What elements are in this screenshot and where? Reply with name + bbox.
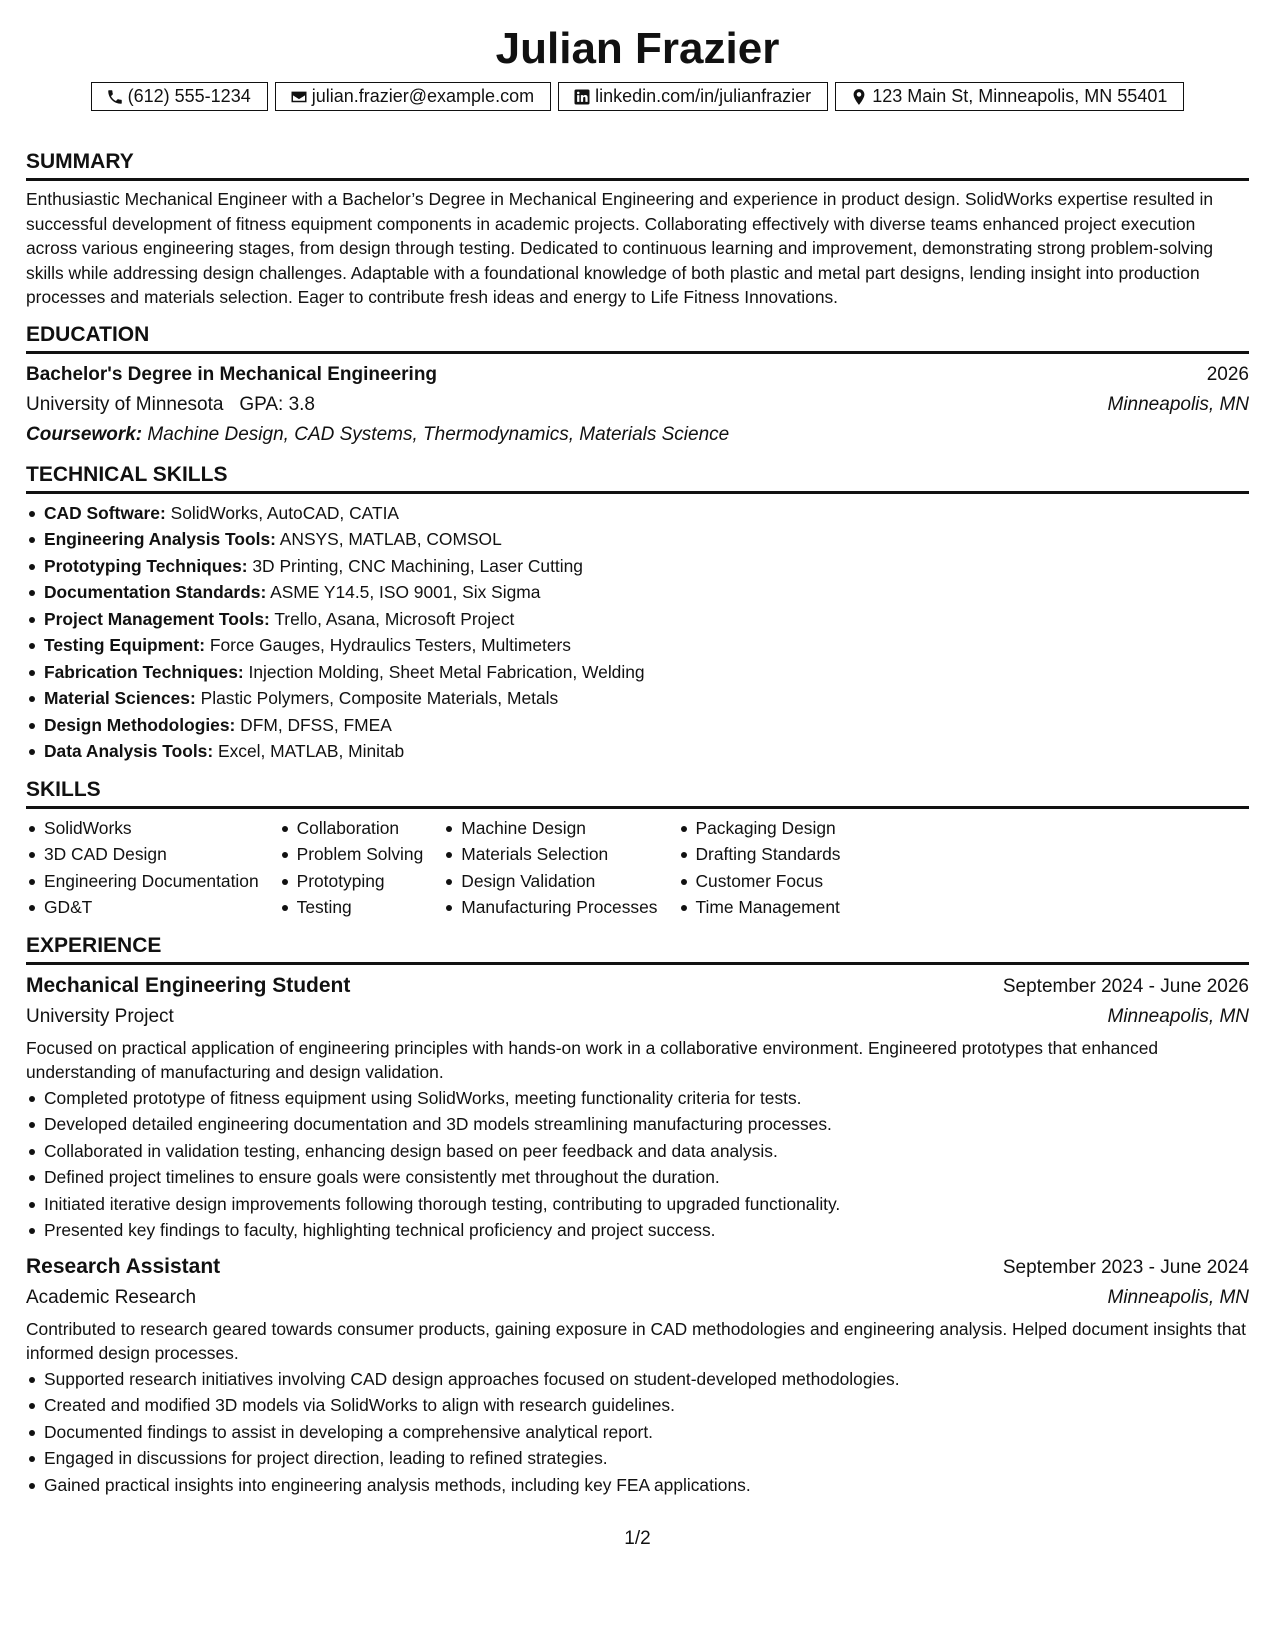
list-item: Initiated iterative design improvements following thorough testing, contributing to upgraded functionality.	[26, 1191, 1249, 1218]
skills-column	[26, 815, 259, 921]
list-item: 3D CAD Design	[26, 841, 259, 868]
contact-phone[interactable]	[91, 82, 268, 111]
list-item: Created and modified 3D models via SolidWorks to align with research guidelines.	[26, 1392, 1249, 1419]
list-item: Collaborated in validation testing, enhancing design based on peer feedback and data analysis.	[26, 1138, 1249, 1165]
section-title-skills: SKILLS	[26, 777, 1249, 809]
summary-section	[26, 149, 1249, 310]
list-item: Defined project timelines to ensure goals were consistently met throughout the duration.	[26, 1164, 1249, 1191]
list-item: Testing	[279, 894, 424, 921]
job-entry	[26, 1252, 1249, 1499]
list-item	[26, 500, 1249, 527]
list-item: Engineering Documentation	[26, 868, 259, 895]
contact-linkedin[interactable]	[558, 82, 828, 111]
technical-skills-list	[26, 500, 1249, 765]
contact-address-text: 123 Main St, Minneapolis, MN 55401	[872, 86, 1168, 106]
technical-skills-section	[26, 462, 1249, 765]
skill-values: SolidWorks, AutoCAD, CATIA	[170, 502, 399, 523]
job-org: University Project	[26, 1005, 174, 1027]
graduation-year: 2026	[1206, 363, 1249, 385]
skill-values: ASME Y14.5, ISO 9001, Six Sigma	[270, 582, 541, 602]
linkedin-icon	[573, 88, 591, 106]
list-item: Developed detailed engineering documentation and 3D models streamlining manufacturing processes.	[26, 1111, 1249, 1138]
list-item	[26, 579, 1249, 606]
contact-email-text: julian.frazier@example.com	[311, 86, 535, 106]
skill-values: 3D Printing, CNC Machining, Laser Cutting	[252, 555, 583, 576]
list-item: Completed prototype of fitness equipment using SolidWorks, meeting functionality criteria for tests.	[26, 1085, 1249, 1112]
skills-grid	[26, 815, 1249, 921]
contact-bar	[26, 82, 1249, 111]
list-item	[26, 738, 1249, 765]
skill-values: Trello, Asana, Microsoft Project	[274, 608, 515, 629]
skill-category: Design Methodologies:	[44, 714, 236, 735]
coursework-label: Coursework:	[26, 423, 143, 445]
job-location: Minneapolis, MN	[1107, 1286, 1249, 1308]
skill-category: Material Sciences:	[44, 688, 196, 708]
skill-category: Fabrication Techniques:	[44, 661, 244, 682]
skills-section	[26, 777, 1249, 921]
skill-category: Data Analysis Tools:	[44, 741, 214, 761]
list-item: Gained practical insights into engineering analysis methods, including key FEA applications.	[26, 1472, 1249, 1499]
contact-linkedin-text: linkedin.com/in/julianfrazier	[595, 86, 812, 106]
list-item: Engaged in discussions for project direction, leading to refined strategies.	[26, 1445, 1249, 1472]
job-title: Mechanical Engineering Student	[26, 973, 351, 997]
job-description: Focused on practical application of engineering principles with hands-on work in a collaborative environment. Engineered prototypes that enhanced understanding of manufacturing and design validation.	[26, 1037, 1159, 1082]
list-item	[26, 553, 1249, 580]
skill-values: Force Gauges, Hydraulics Testers, Multimeters	[209, 635, 571, 655]
section-title-education: EDUCATION	[26, 322, 1249, 354]
list-item	[26, 685, 1249, 712]
job-bullets	[26, 1085, 1249, 1244]
list-item: Design Validation	[443, 868, 657, 895]
skill-category: Engineering Analysis Tools:	[44, 529, 276, 549]
skill-category: Testing Equipment:	[44, 635, 206, 655]
list-item: GD&T	[26, 894, 259, 921]
skills-column	[443, 815, 657, 921]
job-org: Academic Research	[26, 1286, 197, 1308]
job-dates: September 2024 - June 2026	[1002, 975, 1249, 997]
envelope-icon	[290, 88, 308, 106]
job-title: Research Assistant	[26, 1254, 221, 1278]
job-description: Contributed to research geared towards consumer products, gaining exposure in CAD methodologies and engineering analysis. Helped document insights that informed design processes.	[26, 1318, 1246, 1363]
skill-category: Prototyping Techniques:	[44, 555, 248, 576]
skill-values: Injection Molding, Sheet Metal Fabrication, Welding	[248, 661, 645, 682]
contact-address[interactable]	[835, 82, 1184, 111]
phone-icon	[106, 88, 124, 106]
list-item	[26, 712, 1249, 739]
skill-values: Excel, MATLAB, Minitab	[217, 741, 405, 761]
skill-category: CAD Software:	[44, 502, 166, 523]
list-item: Materials Selection	[443, 841, 657, 868]
gpa: GPA: 3.8	[239, 393, 315, 415]
summary-text: Enthusiastic Mechanical Engineer with a Bachelor’s Degree in Mechanical Engineering and experience in product design. SolidWorks expertise resulted in successful development of fitness equipment components in academic projects. Collaborating effectively with diverse teams enhanced project execution across various engineering stages, from design through testing. Dedicated to continuous learning and improvement, demonstrating strong problem-solving skills while addressing design challenges. Adaptable with a foundational knowledge of both plastic and metal part designs, lending insight into production processes and materials selection. Eager to contribute fresh ideas and energy to Life Fitness Innovations.	[26, 189, 1214, 307]
list-item: Drafting Standards	[678, 841, 841, 868]
coursework-list: Machine Design, CAD Systems, Thermodynamics, Materials Science	[147, 423, 730, 445]
candidate-name: Julian Frazier	[495, 24, 780, 73]
list-item	[26, 526, 1249, 553]
list-item: SolidWorks	[26, 815, 259, 842]
section-title-experience: EXPERIENCE	[26, 933, 1249, 965]
job-bullets	[26, 1366, 1249, 1499]
page-number: 1/2	[624, 1528, 651, 1549]
skill-category: Documentation Standards:	[44, 582, 267, 602]
skills-column	[279, 815, 424, 921]
contact-email[interactable]	[275, 82, 551, 111]
experience-section	[26, 933, 1249, 1499]
job-dates: September 2023 - June 2024	[1002, 1256, 1249, 1278]
school-location: Minneapolis, MN	[1107, 393, 1249, 415]
education-section	[26, 322, 1249, 450]
list-item: Problem Solving	[279, 841, 424, 868]
contact-phone-text: (612) 555-1234	[127, 86, 251, 106]
list-item: Collaboration	[279, 815, 424, 842]
coursework	[26, 420, 1249, 450]
list-item: Presented key findings to faculty, highlighting technical proficiency and project success.	[26, 1217, 1249, 1244]
section-title-technical-skills: TECHNICAL SKILLS	[26, 462, 1249, 494]
list-item	[26, 606, 1249, 633]
list-item: Prototyping	[279, 868, 424, 895]
degree-name: Bachelor's Degree in Mechanical Engineering	[26, 363, 438, 385]
list-item: Machine Design	[443, 815, 657, 842]
list-item: Manufacturing Processes	[443, 894, 657, 921]
list-item	[26, 632, 1249, 659]
map-marker-icon	[850, 88, 868, 106]
list-item: Customer Focus	[678, 868, 841, 895]
list-item: Documented findings to assist in developing a comprehensive analytical report.	[26, 1419, 1249, 1446]
list-item: Packaging Design	[678, 815, 841, 842]
skill-category: Project Management Tools:	[44, 608, 270, 629]
skill-values: Plastic Polymers, Composite Materials, Metals	[200, 688, 559, 708]
section-title-summary: SUMMARY	[26, 149, 1249, 181]
skill-values: DFM, DFSS, FMEA	[240, 714, 392, 735]
skill-values: ANSYS, MATLAB, COMSOL	[279, 529, 502, 549]
list-item	[26, 659, 1249, 686]
list-item: Supported research initiatives involving CAD design approaches focused on student-developed methodologies.	[26, 1366, 1249, 1393]
skills-column	[678, 815, 841, 921]
school-name: University of Minnesota	[26, 393, 224, 415]
job-entry	[26, 971, 1249, 1244]
job-location: Minneapolis, MN	[1107, 1005, 1249, 1027]
list-item: Time Management	[678, 894, 841, 921]
